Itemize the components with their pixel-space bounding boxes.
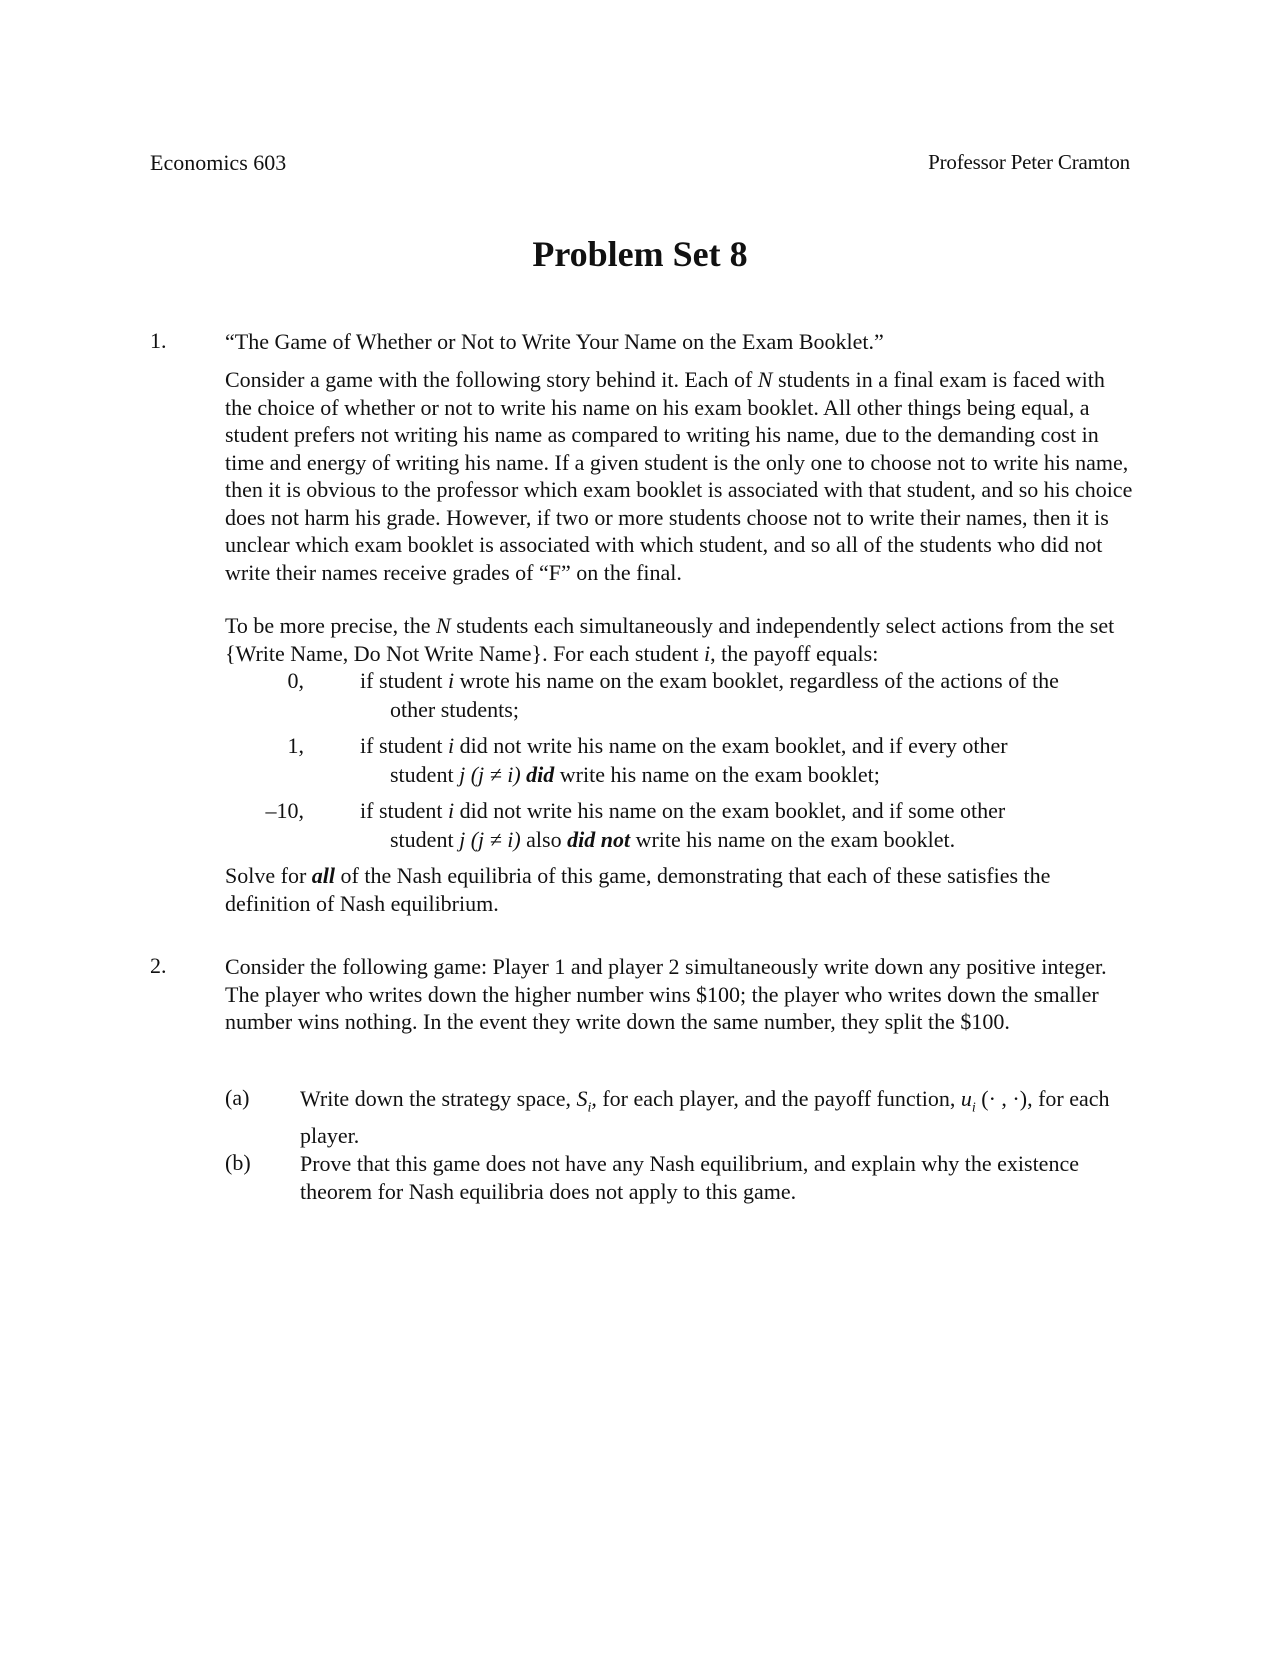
subscript-i: i <box>971 1100 976 1116</box>
problem-1-paragraph-2 <box>225 612 1135 667</box>
text-run: if student <box>360 733 448 758</box>
part-b-label: (b) <box>225 1150 251 1175</box>
variable-i: i <box>448 733 455 758</box>
problem-1-heading <box>225 328 1135 356</box>
part-b-text: Prove that this game does not have any Nash equilibrium, and explain why the existence theorem for Nash equilibria does not apply to this game. <box>300 1151 1079 1204</box>
problem-1-number: 1. <box>150 328 167 353</box>
problem-1-paragraph-3 <box>225 862 1135 917</box>
strategy-space-symbol: S <box>576 1086 588 1111</box>
variable-i: i <box>448 798 455 823</box>
problem-2-number: 2. <box>150 953 167 978</box>
payoff-condition <box>360 796 1135 854</box>
text-run: Consider a game with the following story behind it. Each of <box>225 367 758 392</box>
text-run: student <box>390 827 460 852</box>
payoff-condition <box>360 731 1135 789</box>
text-run: did not write his name on the exam booklet, and if every other <box>454 733 1008 758</box>
problem-2-intro <box>225 953 1135 1036</box>
part-a-text <box>300 1085 1135 1149</box>
part-a-label: (a) <box>225 1085 250 1110</box>
text-run: did not write his name on the exam booklet, and if some other <box>454 798 1006 823</box>
variable-j: j <box>459 827 466 852</box>
payoff-continuation <box>360 760 1135 789</box>
payoff-condition <box>360 666 1135 724</box>
text-run: if student <box>360 668 448 693</box>
problem-1-title: “The Game of Whether or Not to Write Your Name on the Exam Booklet.” <box>225 329 884 354</box>
text-run: , the payoff equals: <box>710 640 879 666</box>
variable-j: j <box>459 762 466 787</box>
text-run: Solve for <box>225 863 312 888</box>
text-run: also <box>526 827 568 852</box>
text-run: , for each player, and the payoff function, <box>591 1086 961 1111</box>
subscript-i: i <box>587 1100 592 1116</box>
variable-i: i <box>703 640 711 666</box>
payoff-function-symbol: u <box>960 1086 972 1111</box>
condition-j-not-i: (j ≠ i) <box>465 827 527 852</box>
condition-j-not-i: (j ≠ i) <box>465 762 527 787</box>
text-run: of the Nash equilibria of this game, demonstrating that each of these satisfies the definition of Nash equilibrium. <box>225 863 1051 916</box>
text-run: To be more precise, the <box>225 613 437 638</box>
text-run: if student <box>360 798 448 823</box>
variable-i: i <box>448 668 455 693</box>
payoff-continuation <box>360 825 1135 854</box>
variable-N: N <box>436 613 451 638</box>
text-run: students in a final exam is faced with the choice of whether or not to write his name on his exam booklet. All other things being equal, a student prefers not writing his name as compared to writing his name, due to the demanding cost in time and energy of writing his name. If a given student is the only one to choose not to write his name, then it is obvious to the professor which exam booklet is associated with that student, and so his choice does not harm his grade. However, if two or more students choose not to write their names, then it is unclear which exam booklet is associated with which student, and so all of the students who did not write their names receive grades of “F” on the final. <box>225 367 1133 585</box>
emphasis: did not <box>567 827 631 852</box>
emphasis: all <box>311 863 335 888</box>
text-run: (· , ·), for each player. <box>300 1086 1110 1148</box>
text-run: Write down the strategy space, <box>300 1086 577 1111</box>
text-run: wrote his name on the exam booklet, regardless of the actions of the <box>454 668 1059 693</box>
payoff-value: 0, <box>287 668 304 693</box>
page-title: Problem Set 8 <box>532 234 748 274</box>
text-run: student <box>390 762 460 787</box>
course-name: Economics 603 <box>150 150 287 175</box>
emphasis: did <box>526 762 555 787</box>
variable-N: N <box>757 367 773 392</box>
problem-1-paragraph-1 <box>225 366 1135 586</box>
text-run: write his name on the exam booklet; <box>554 762 880 787</box>
text-run: write his name on the exam booklet. <box>630 827 956 852</box>
payoff-continuation: other students; <box>390 697 519 722</box>
payoff-value: 1, <box>287 733 304 758</box>
text-run: students each simultaneously and independently select actions from the set {Write Name, Do Not Write Name}. For each student <box>225 613 1115 666</box>
professor-name: Professor Peter Cramton <box>928 150 1130 174</box>
payoff-value: –10, <box>265 798 304 823</box>
problem-2-text: Consider the following game: Player 1 and player 2 simultaneously write down any positive integer. The player who writes down the higher number wins $100; the player who writes down the smaller number wins nothing. In the event they write down the same number, they split the $100. <box>225 954 1107 1034</box>
